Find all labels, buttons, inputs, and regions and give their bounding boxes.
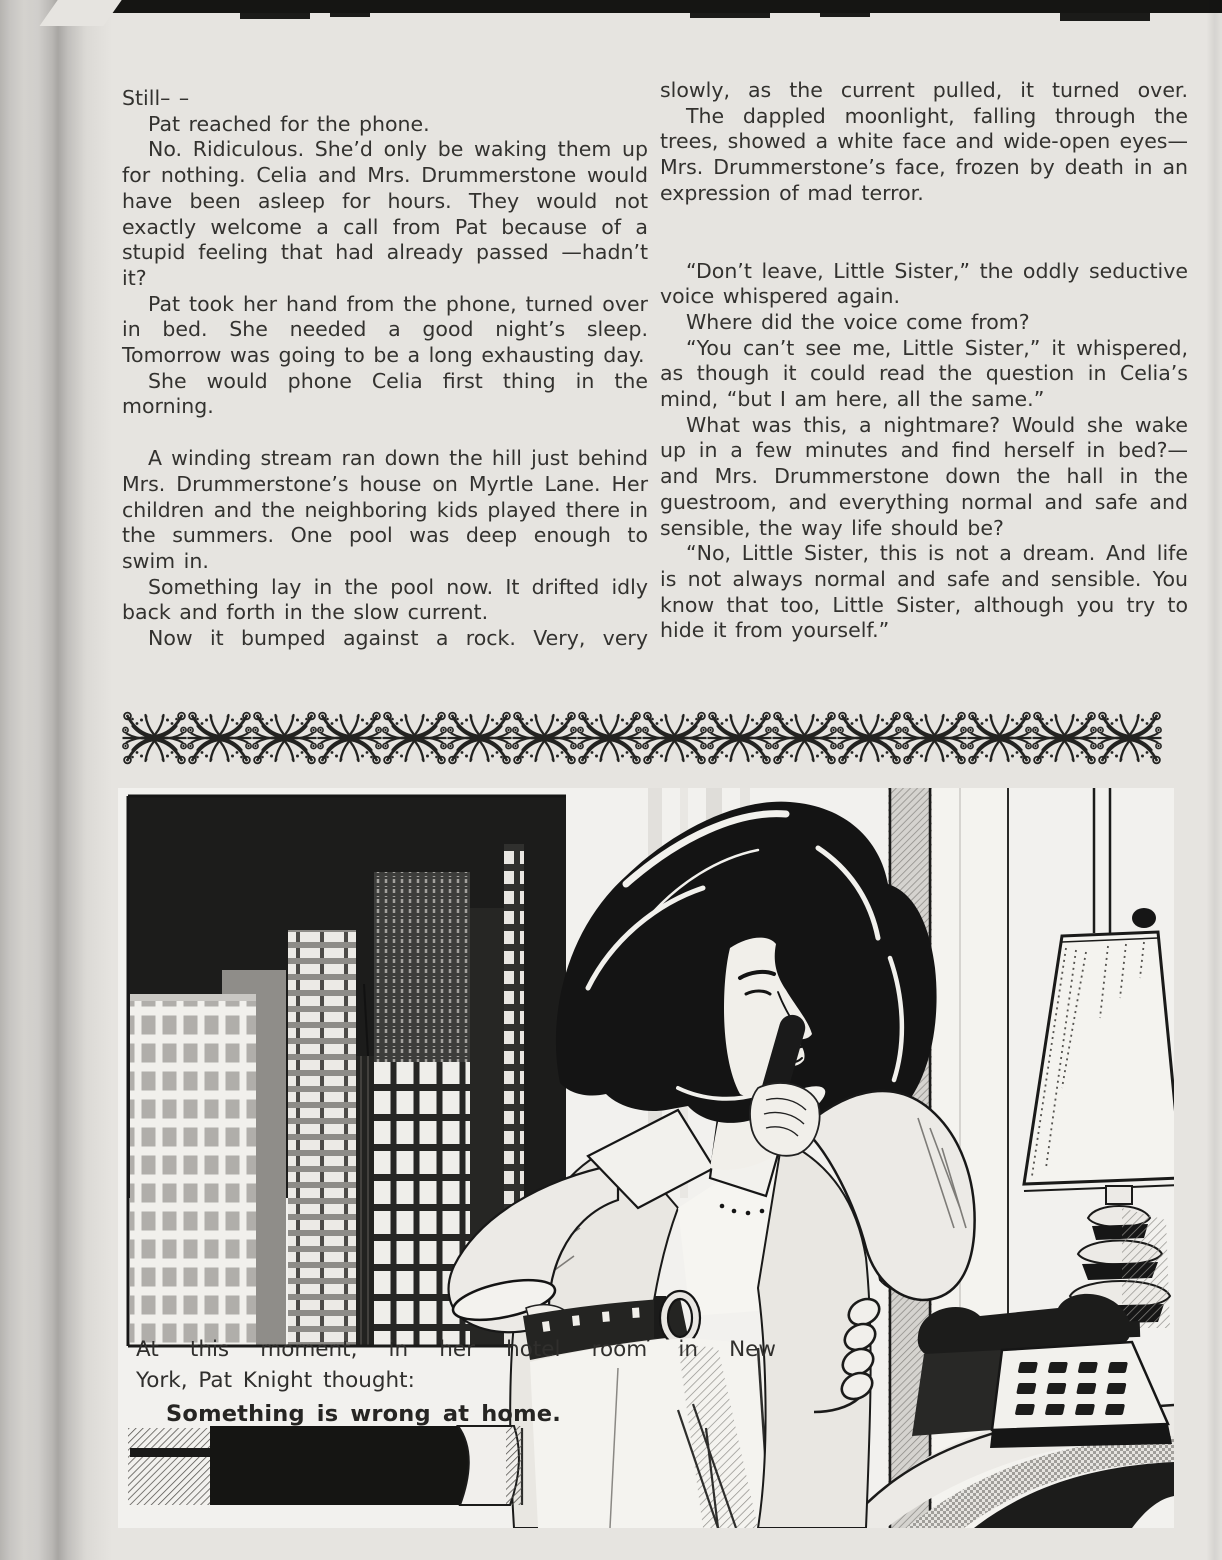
paragraph: The dappled moonlight, falling through the trees, showed a white face and wide-open eyes—Mrs. Drummerstone’s face, frozen by death in an expression of mad terror. (660, 103, 1188, 205)
paragraph: Pat took her hand from the phone, turned over in bed. She needed a good night’s sleep. Tomorrow was going to be a long exhausting day. (122, 291, 648, 368)
ornament-divider (122, 706, 1162, 774)
paragraph: What was this, a nightmare? Would she wake up in a few minutes and find herself in bed?—and Mrs. Drummerstone down the hall in the guestroom, and everything normal and safe and sensible, the way life should be? (660, 412, 1188, 540)
fleuron-motif (513, 713, 577, 764)
scan-mark (820, 13, 870, 17)
paragraph: Pat reached for the phone. (148, 111, 430, 136)
illustration-caption (136, 1334, 798, 1427)
paragraph: slowly, as the current pulled, it turned over. (660, 78, 1188, 102)
building (130, 994, 256, 1346)
fleuron-motif (383, 713, 447, 764)
building (374, 872, 470, 1062)
phone-side (912, 1350, 1002, 1436)
paragraph: Something lay in the pool now. It drifted idly back and forth in the slow current. (122, 574, 648, 625)
page-corner (39, 0, 124, 26)
paragraph: A winding stream ran down the hill just behind Mrs. Drummerstone’s house on Myrtle Lane. Her children and the neighboring kids played there in the summers. One pool was deep enough to swim in. (122, 446, 648, 573)
fleuron-motif (123, 713, 187, 764)
fleuron-motif (643, 713, 707, 764)
paragraph: No. Ridiculous. She’d only be waking them up for nothing. Celia and Mrs. Drummerstone would have been asleep for hours. They would not exactly welcome a call from Pat because of a stupid feeling that had already passed —hadn’t it? (122, 137, 648, 290)
paragraph: Where did the voice come from? (686, 309, 1030, 334)
caption-line: At this moment, in her hotel room in New (136, 1337, 776, 1362)
caption-emphasis: Something is wrong at home. (166, 1401, 561, 1427)
fleuron-motif (253, 713, 317, 764)
fleuron-motif (773, 713, 837, 764)
paragraph: Now it bumped against a rock. Very, very (148, 626, 648, 651)
scan-mark (690, 13, 770, 18)
fleuron-motif (1033, 713, 1097, 764)
story-column-right (660, 78, 1188, 644)
page-edge-shadow (1206, 0, 1222, 1560)
fleuron-motif (578, 713, 642, 764)
scan-top-edge (78, 0, 1222, 13)
fleuron-motif (708, 713, 772, 764)
building (356, 1056, 374, 1346)
lamp-finial (1132, 908, 1156, 928)
caption-line: York, Pat Knight thought: (136, 1368, 415, 1393)
fleuron-motif (448, 713, 512, 764)
fleuron-motif (968, 713, 1032, 764)
building (288, 930, 356, 1346)
paragraph: Still– – (122, 86, 190, 110)
scan-mark (330, 13, 370, 17)
paragraph: “No, Little Sister, this is not a dream. And life is not always normal and safe and sensible. You know that too, Little Sister, although you try to hide it from yourself.” (660, 541, 1188, 643)
fleuron-motif (903, 713, 967, 764)
paragraph: She would phone Celia first thing in the morning. (122, 368, 648, 419)
fleuron-motif (188, 713, 252, 764)
paragraph: “You can’t see me, Little Sister,” it whispered, as though it could read the question in Celia’s mind, “but I am here, all the same.” (660, 335, 1188, 412)
paragraph: “Don’t leave, Little Sister,” the oddly seductive voice whispered again. (660, 258, 1188, 309)
scan-mark (1060, 13, 1150, 21)
fleuron-motif (1098, 713, 1162, 764)
story-column-left (122, 86, 648, 652)
book-spine-shadow (0, 0, 112, 1560)
right-hand (750, 1083, 820, 1156)
fleuron-motif (838, 713, 902, 764)
scan-mark (240, 13, 310, 19)
fleuron-motif (318, 713, 382, 764)
